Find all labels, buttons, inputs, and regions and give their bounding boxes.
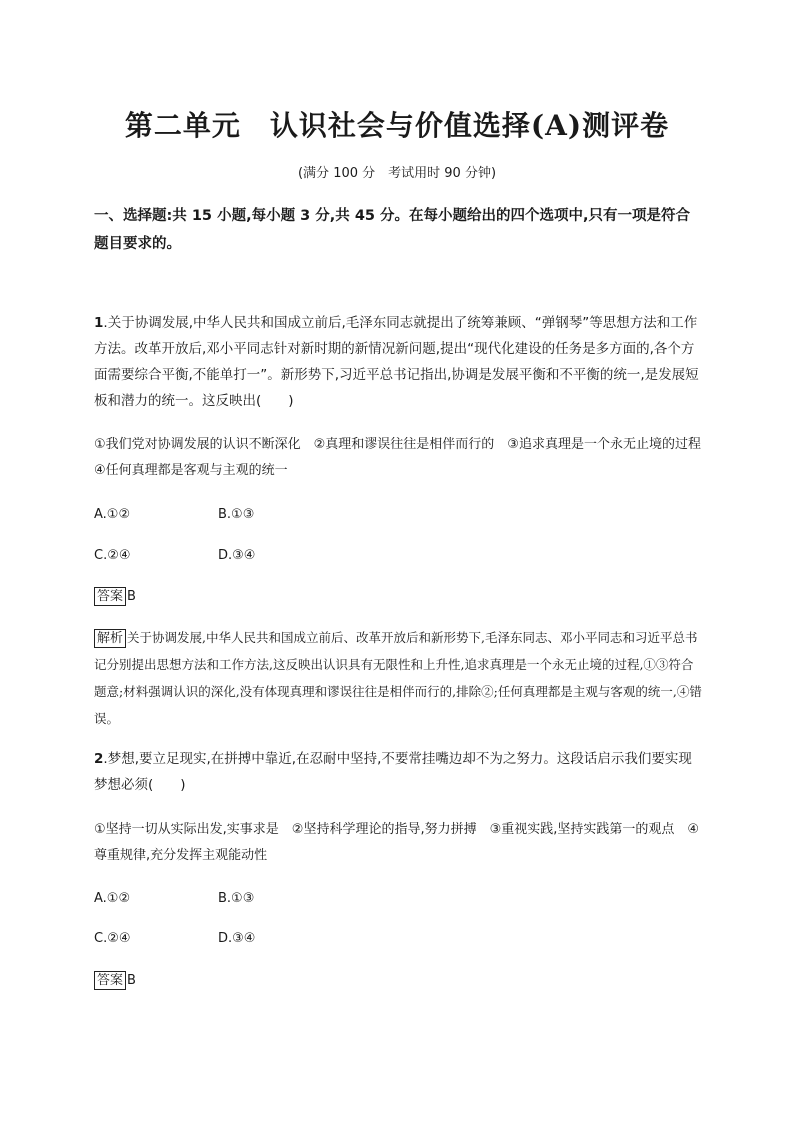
choice-b[interactable]: B.①③ <box>218 507 255 522</box>
choice-d[interactable]: D.③④ <box>218 548 256 563</box>
choice-d[interactable]: D.③④ <box>218 931 256 946</box>
question-2-options: ①坚持一切从实际出发,实事求是 ②坚持科学理论的指导,努力拼搏 ③重视实践,坚持实践第一的观点 ④尊重规律,充分发挥主观能动性 <box>94 822 700 863</box>
page-title: 第二单元 认识社会与价值选择(A)测评卷 <box>124 109 670 142</box>
answer-value: B <box>127 589 136 604</box>
answer-value: B <box>127 973 136 988</box>
question-1-analysis <box>94 624 704 732</box>
exam-info: (满分 100 分 考试用时 90 分钟) <box>297 166 497 181</box>
choice-c[interactable]: C.②④ <box>94 931 131 946</box>
question-1-options: ①我们党对协调发展的认识不断深化 ②真理和谬误往往是相伴而行的 ③追求真理是一个永无止境的过程 ④任何真理都是客观与主观的统一 <box>94 437 714 478</box>
question-1-stem <box>94 310 704 414</box>
choice-c[interactable]: C.②④ <box>94 548 131 563</box>
question-number: 1 <box>94 315 104 331</box>
question-text: .关于协调发展,中华人民共和国成立前后,毛泽东同志就提出了统筹兼顾、“弹钢琴”等思想方法和工作方法。改革开放后,邓小平同志针对新时期的新情况新问题,提出“现代化建设的任务是多方面的,各个方面需要综合平衡,不能单打一”。新形势下,习近平总书记指出,协调是发展平衡和不平衡的统一,是发展短板和潜力的统一。这反映出( ) <box>94 315 699 409</box>
choice-b[interactable]: B.①③ <box>218 891 255 906</box>
question-2-stem <box>94 746 704 798</box>
section-heading: 一、选择题:共 15 小题,每小题 3 分,共 45 分。在每小题给出的四个选项中,只有一项是符合题目要求的。 <box>94 208 691 252</box>
analysis-text: 关于协调发展,中华人民共和国成立前后、改革开放后和新形势下,毛泽东同志、邓小平同志和习近平总书记分别提出思想方法和工作方法,这反映出认识具有无限性和上升性,追求真理是一个永无止境的过程,①③符合题意;材料强调认识的深化,没有体现真理和谬误往往是相伴而行的,排除②;任何真理都是主观与客观的统一,④错误。 <box>94 630 702 726</box>
choice-a[interactable]: A.①② <box>94 507 131 522</box>
answer-tag: 答案 <box>94 587 126 606</box>
answer-tag: 答案 <box>94 971 126 990</box>
question-1-answer <box>94 587 136 607</box>
question-text: .梦想,要立足现实,在拼搏中靠近,在忍耐中坚持,不要常挂嘴边却不为之努力。这段话启示我们要实现梦想必须( ) <box>94 751 692 793</box>
question-number: 2 <box>94 751 104 767</box>
question-2-answer <box>94 971 136 991</box>
choice-a[interactable]: A.①② <box>94 891 131 906</box>
analysis-tag: 解析 <box>94 629 126 648</box>
